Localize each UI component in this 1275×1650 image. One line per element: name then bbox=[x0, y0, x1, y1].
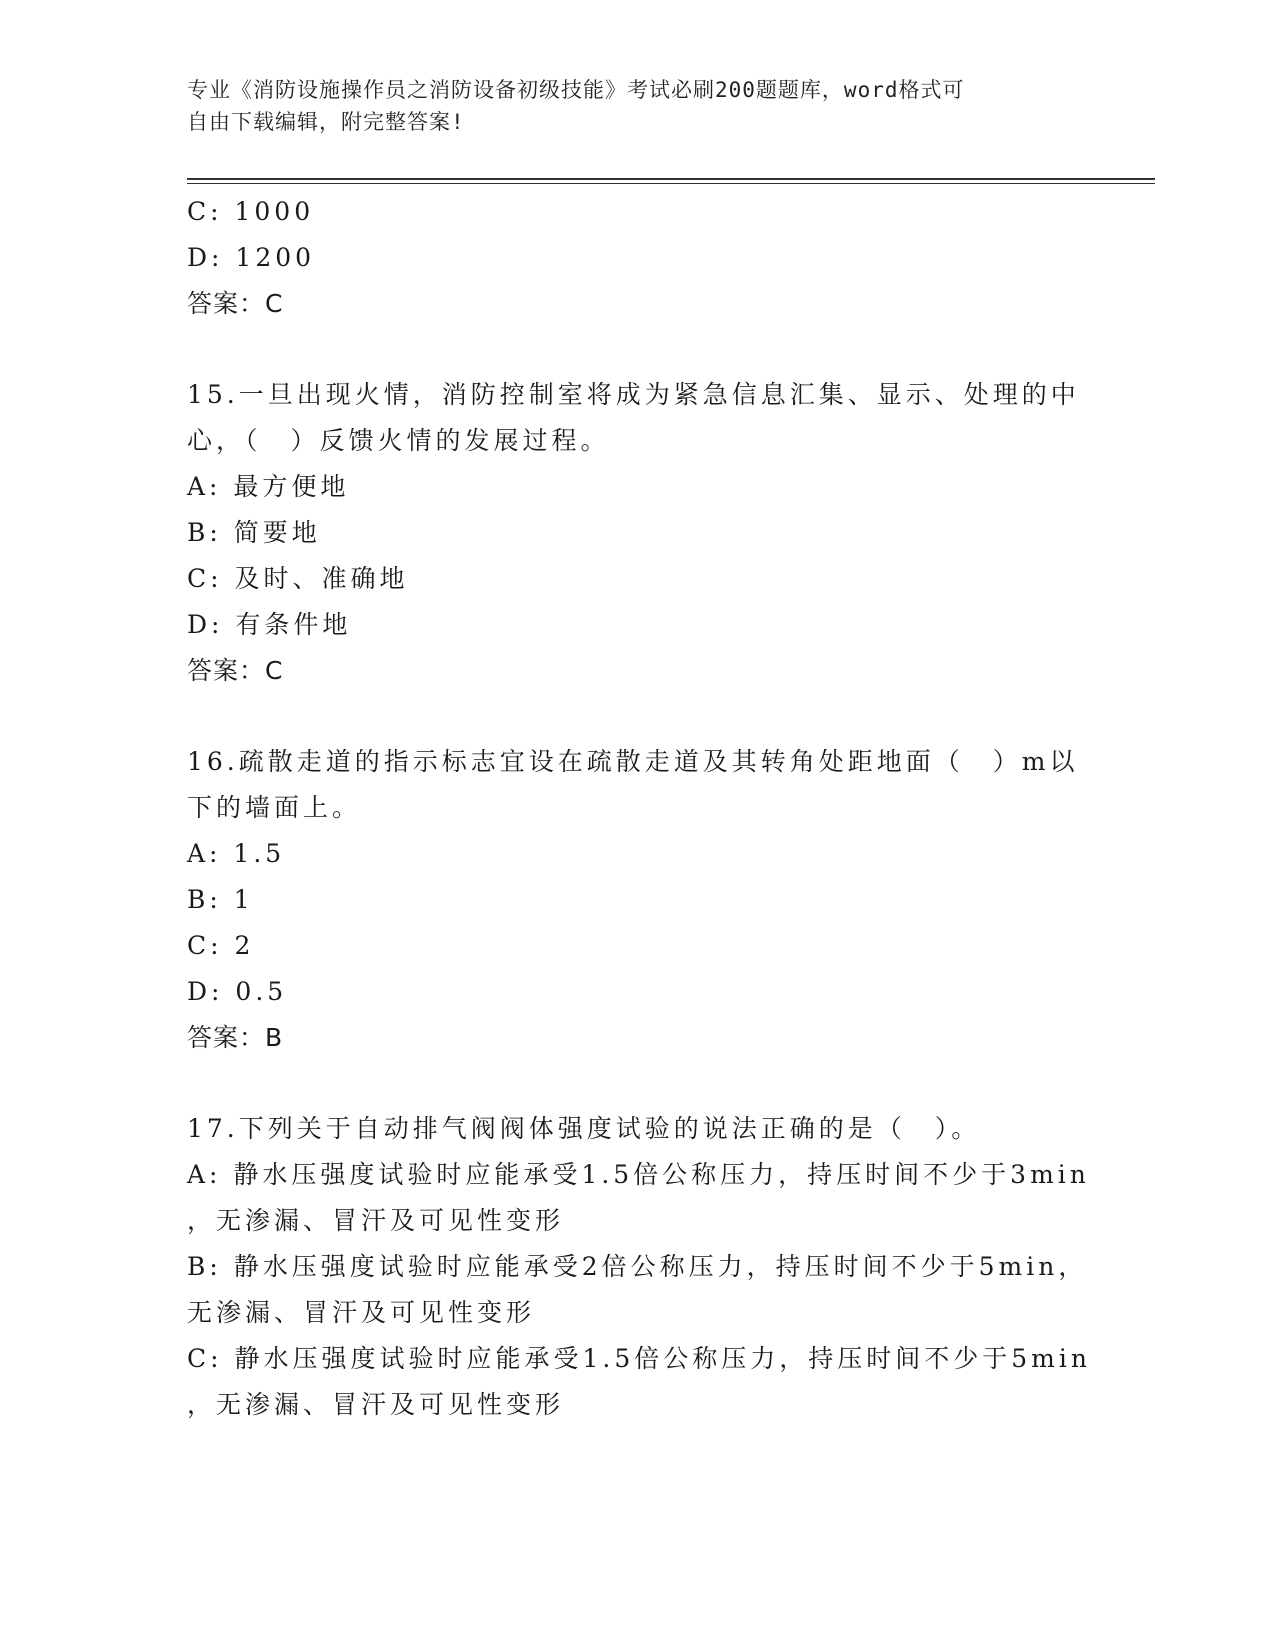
question-stem: 16.疏散走道的指示标志宜设在疏散走道及其转角处距地面（ ）m以 bbox=[187, 747, 1079, 776]
question-stem-cont: 心，（ ）反馈火情的发展过程。 bbox=[187, 426, 610, 455]
option-c-cont: ，无渗漏、冒汗及可见性变形 bbox=[187, 1390, 565, 1419]
option-c: C: 2 bbox=[187, 931, 255, 960]
question-14-tail bbox=[187, 189, 1087, 327]
document-header bbox=[187, 74, 1067, 138]
question-stem: 17.下列关于自动排气阀阀体强度试验的说法正确的是（ ）。 bbox=[187, 1114, 981, 1143]
answer-label: 答案：C bbox=[187, 289, 284, 318]
spacer bbox=[187, 1061, 1087, 1106]
option-a: A: 静水压强度试验时应能承受1.5倍公称压力，持压时间不少于3min bbox=[187, 1160, 1090, 1189]
option-d: D: 0.5 bbox=[187, 977, 288, 1006]
answer-label: 答案：C bbox=[187, 656, 284, 685]
question-stem-cont: 下的墙面上。 bbox=[187, 793, 362, 822]
option-c: C: 静水压强度试验时应能承受1.5倍公称压力，持压时间不少于5min bbox=[187, 1344, 1091, 1373]
option-b: B: 1 bbox=[187, 885, 254, 914]
header-divider-thin bbox=[187, 183, 1155, 184]
header-divider-thick bbox=[187, 178, 1155, 180]
option-d: D: 1200 bbox=[187, 243, 316, 272]
question-15 bbox=[187, 372, 1087, 694]
header-line-1: 专业《消防设施操作员之消防设备初级技能》考试必刷200题题库，word格式可 bbox=[187, 78, 965, 102]
question-stem: 15.一旦出现火情，消防控制室将成为紧急信息汇集、显示、处理的中 bbox=[187, 380, 1080, 409]
option-c: C: 及时、准确地 bbox=[187, 564, 409, 593]
option-b-cont: 无渗漏、冒汗及可见性变形 bbox=[187, 1298, 536, 1327]
header-line-2: 自由下载编辑，附完整答案! bbox=[187, 110, 465, 134]
option-b: B: 简要地 bbox=[187, 518, 321, 547]
option-b: B: 静水压强度试验时应能承受2倍公称压力，持压时间不少于5min， bbox=[187, 1252, 1088, 1281]
question-list bbox=[187, 189, 1091, 1428]
question-17 bbox=[187, 1106, 1091, 1428]
option-a: A: 1.5 bbox=[187, 839, 286, 868]
question-16 bbox=[187, 739, 1087, 1061]
option-d: D: 有条件地 bbox=[187, 610, 352, 639]
option-a: A: 最方便地 bbox=[187, 472, 350, 501]
option-a-cont: ，无渗漏、冒汗及可见性变形 bbox=[187, 1206, 565, 1235]
spacer bbox=[187, 694, 1087, 739]
option-c: C: 1000 bbox=[187, 197, 315, 226]
spacer bbox=[187, 327, 1087, 372]
answer-label: 答案：B bbox=[187, 1023, 284, 1052]
